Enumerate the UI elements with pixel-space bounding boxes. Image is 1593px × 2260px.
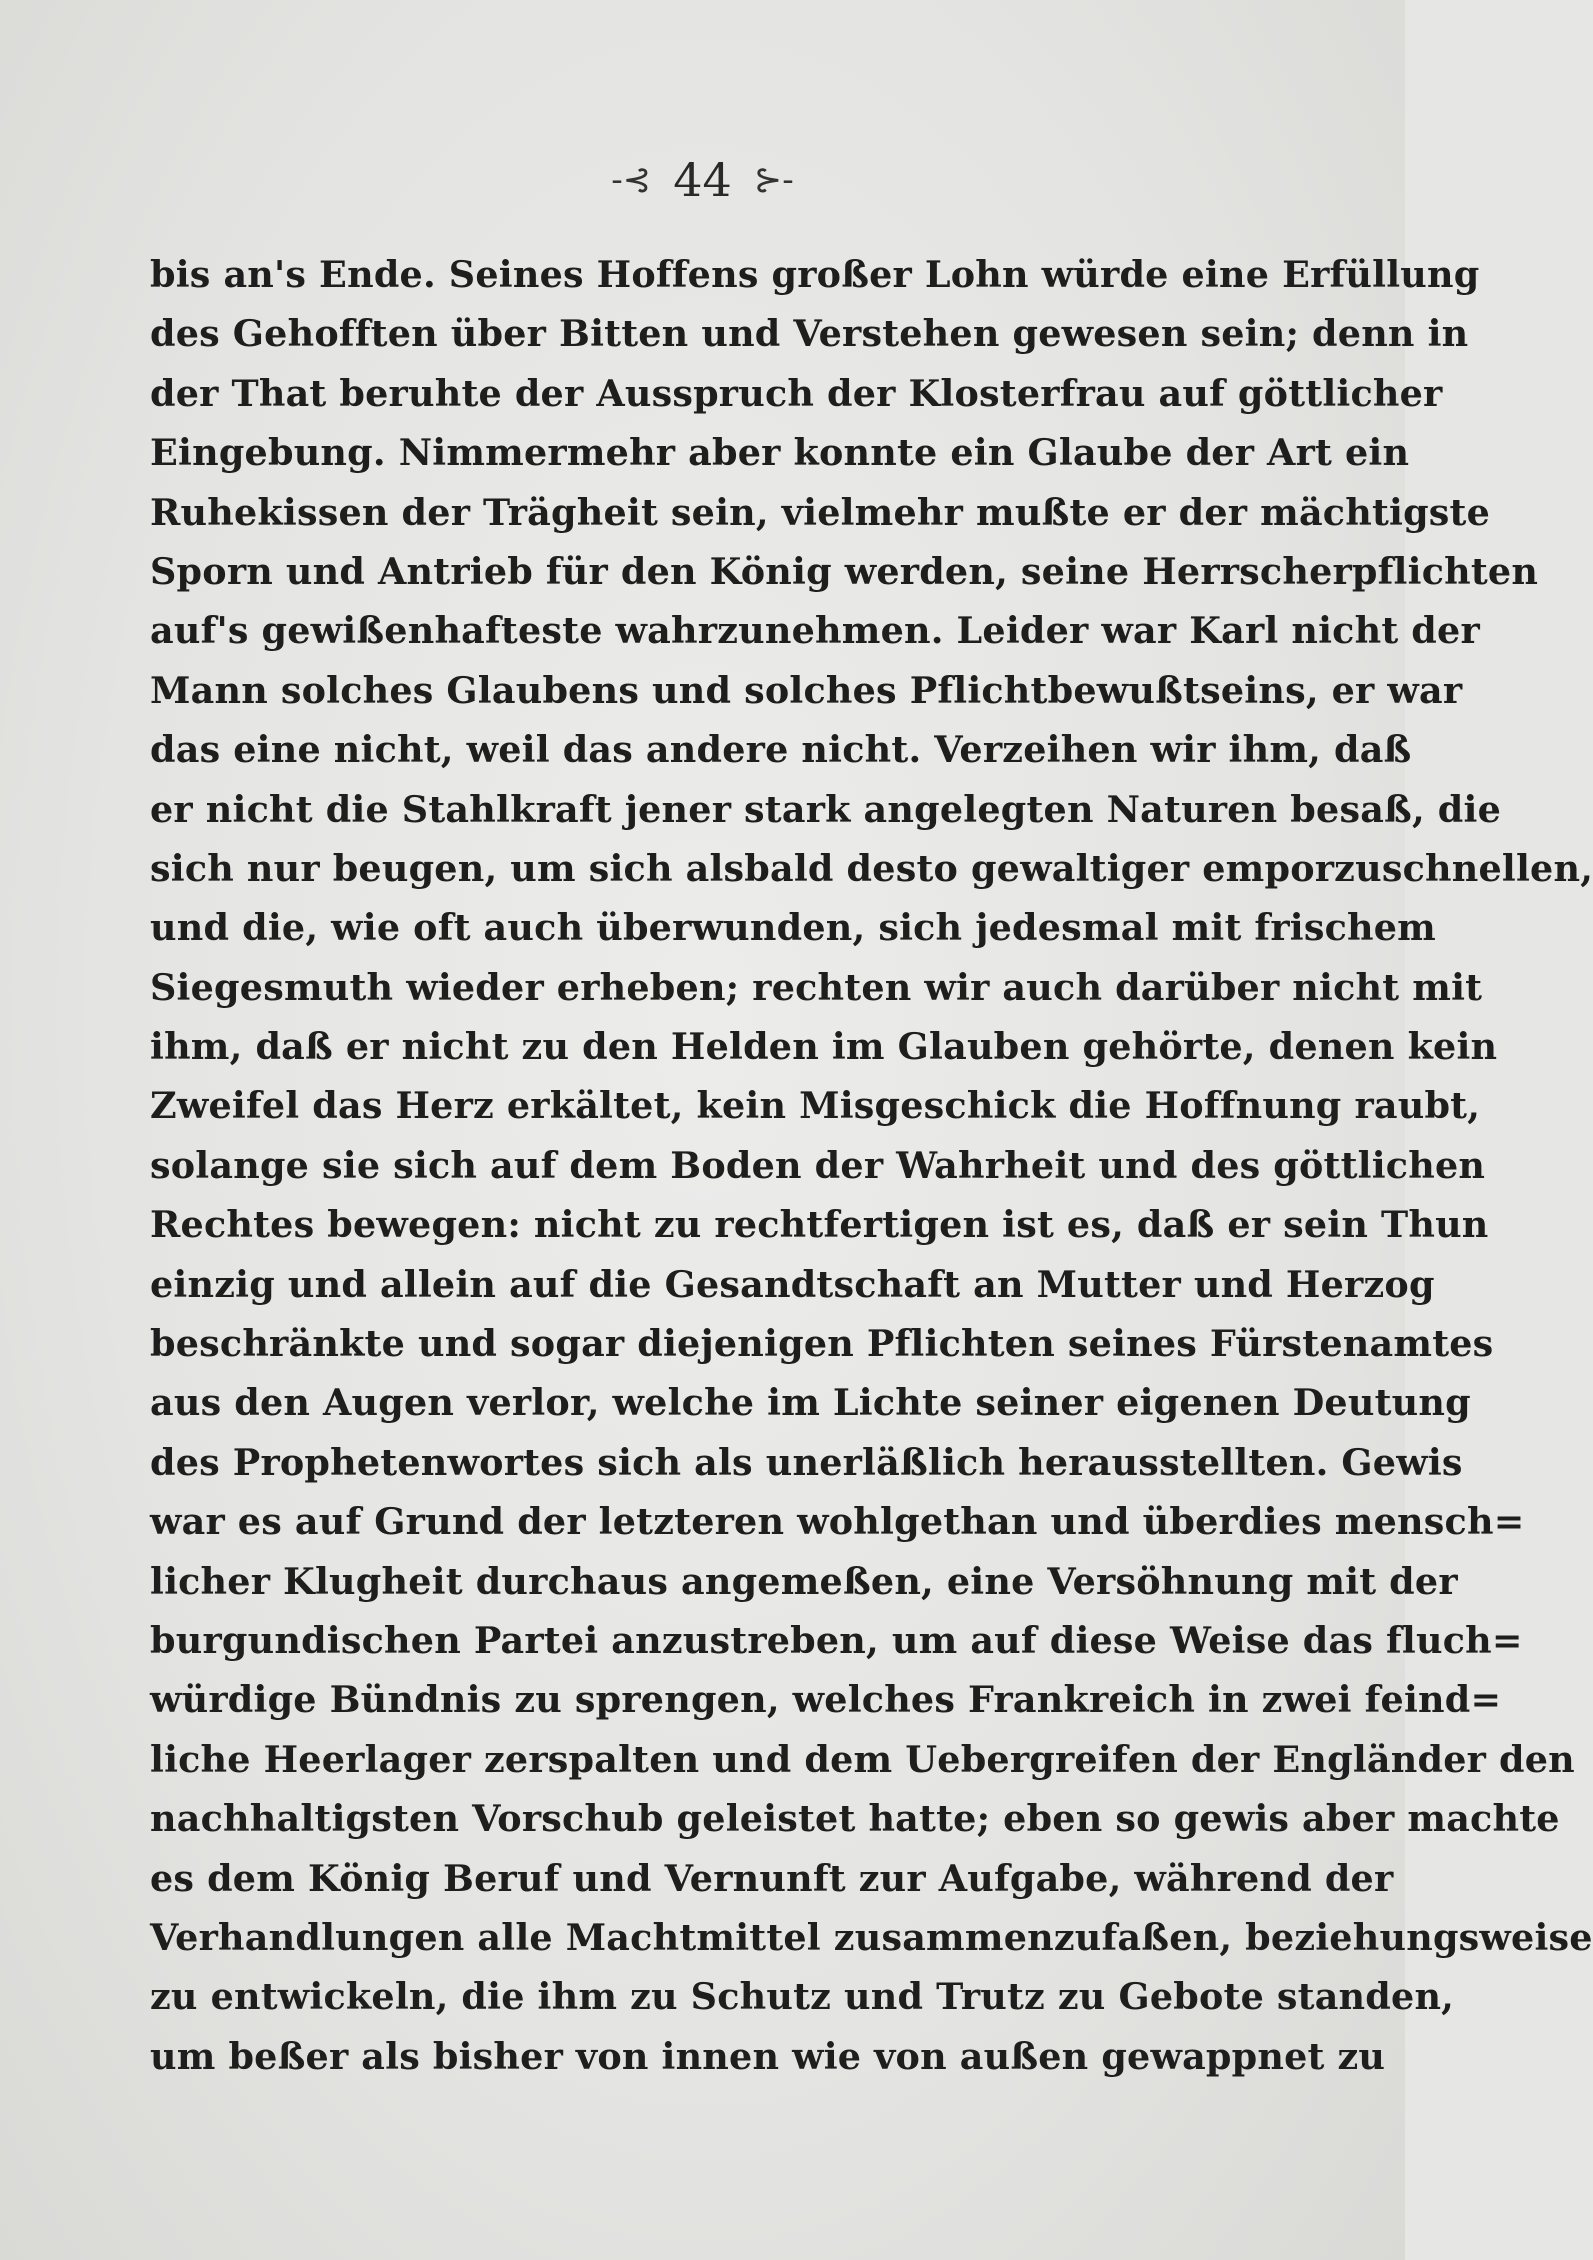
page-number: 44 [673, 153, 732, 207]
text-line: des Gehofften über Bitten und Verstehen gewesen sein; denn in [150, 312, 1469, 356]
text-line: auf's gewißenhafteste wahrzunehmen. Leider war Karl nicht der [150, 609, 1480, 653]
text-line: bis an's Ende. Seines Hoffens großer Lohn würde eine Erfüllung [150, 253, 1480, 296]
text-line: liche Heerlager zerspalten und dem Uebergreifen der Engländer den [150, 1737, 1575, 1781]
text-line: sich nur beugen, um sich alsbald desto gewaltiger emporzuschnellen, [150, 846, 1593, 890]
text-line: und die, wie oft auch überwunden, sich jedesmal mit frischem [150, 906, 1436, 950]
text-line: licher Klugheit durchaus angemeßen, eine Versöhnung mit der [150, 1559, 1458, 1603]
text-line: der That beruhte der Ausspruch der Klosterfrau auf göttlicher [150, 371, 1443, 415]
text-line: würdige Bündnis zu sprengen, welches Frankreich in zwei feind= [150, 1678, 1502, 1722]
text-line: nachhaltigsten Vorschub geleistet hatte; eben so gewis aber machte [150, 1797, 1560, 1841]
text-line: er nicht die Stahlkraft jener stark angelegten Naturen besaß, die [150, 787, 1502, 831]
page-header [0, 150, 1405, 210]
text-line: einzig und allein auf die Gesandtschaft an Mutter und Herzog [150, 1262, 1435, 1306]
text-line: das eine nicht, weil das andere nicht. Verzeihen wir ihm, daß [150, 728, 1412, 772]
text-line: Siegesmuth wieder erheben; rechten wir auch darüber nicht mit [150, 965, 1483, 1009]
ornament-right: ⊱- [753, 160, 794, 200]
text-line: Rechtes bewegen: nicht zu rechtfertigen ist es, daß er sein Thun [150, 1203, 1489, 1247]
text-line: aus den Augen verlor, welche im Lichte seiner eigenen Deutung [150, 1381, 1471, 1425]
text-line: des Prophetenwortes sich als unerläßlich herausstellten. Gewis [150, 1440, 1463, 1484]
text-line: Verhandlungen alle Machtmittel zusammenzufaßen, beziehungsweise [150, 1915, 1593, 1959]
body-text [150, 245, 1593, 2086]
text-line: burgundischen Partei anzustreben, um auf diese Weise das fluch= [150, 1618, 1523, 1662]
text-line: zu entwickeln, die ihm zu Schutz und Trutz zu Gebote standen, [150, 1975, 1455, 2019]
text-line: war es auf Grund der letzteren wohlgethan und überdies mensch= [150, 1500, 1525, 1544]
text-line: Mann solches Glaubens und solches Pflichtbewußtseins, er war [150, 668, 1463, 712]
text-line: Sporn und Antrieb für den König werden, seine Herrscherpflichten [150, 549, 1539, 593]
text-line: Ruhekissen der Trägheit sein, vielmehr mußte er der mächtigste [150, 490, 1491, 534]
text-line: beschränkte und sogar diejenigen Pflichten seines Fürstenamtes [150, 1322, 1494, 1366]
text-line: Zweifel das Herz erkältet, kein Misgeschick die Hoffnung raubt, [150, 1084, 1481, 1128]
text-line: solange sie sich auf dem Boden der Wahrheit und des göttlichen [150, 1143, 1486, 1187]
text-line: um beßer als bisher von innen wie von außen gewappnet zu [150, 2034, 1386, 2078]
text-line: ihm, daß er nicht zu den Helden im Glauben gehörte, denen kein [150, 1025, 1498, 1069]
ornament-left: -⊰ [611, 160, 652, 200]
text-line: es dem König Beruf und Vernunft zur Aufgabe, während der [150, 1856, 1394, 1900]
text-line: Eingebung. Nimmermehr aber konnte ein Glaube der Art ein [150, 431, 1410, 475]
